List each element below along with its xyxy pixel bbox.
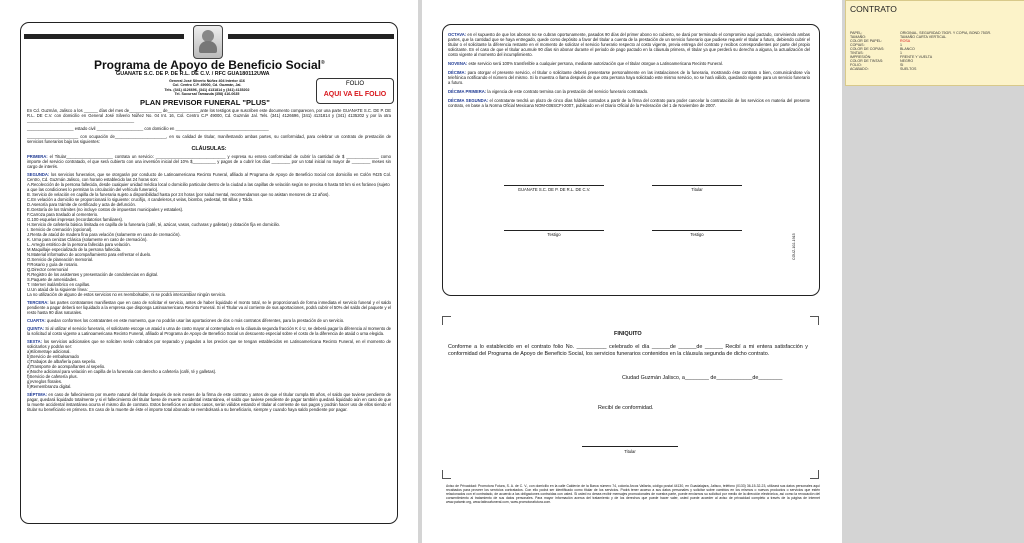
spec-row: PAPEL: ORIGINAL, SEGURIDAD 75GR. Y COPIA, BOND 75GR. [850,31,992,35]
spec-row: COPIAS: 1 [850,43,902,47]
finiquito-heading: FINIQUITO [614,331,642,337]
clause-primera: PRIMERA: el Titular____________________ contrata un servicio: ______________________________ y expresa su entera conformidad de cubrir la cantidad de $ ______________ como importe del servicio contratado, el que será cubierto con una inversión inicial del 10% $__________ y pagos de a cubrir los días ________ por un total inicial no mayor de ________ meses sin cargo de interés. [27,154,391,169]
folio-label: FOLIO [345,81,364,87]
folio-box [316,78,394,104]
clause-sexta: SEXTA: los servicios adicionales que se soliciten serán cobrados por separado y pagados a los precios que se tengan establecidos en Latinoamericana Recinto Funeral, en el momento de solicitarlos y podrán ser: [27,339,391,349]
list-item: N.Material informativo de acompañamiento para enfrentar el duelo. [27,252,152,257]
program-title: Programa de Apoyo de Beneficio Social® [94,58,325,72]
spec-panel-title: CONTRATO [850,4,897,14]
list-item: Q.Director ceremonial [27,267,68,272]
spec-row: COLOR DE PAPEL: ROSA [850,39,911,43]
clause-decima-segunda: DÉCIMA SEGUNDA: el contratante tendrá un plazo de cinco días hábiles contados a partir de la firma del contrato para poder cancelar la contratación de los servicios en materia del presente contrato, en base a la Norma Oficial Mexicana NOM-036SCFI-2007, publicado en el Diario Oficial de la Federación del 1 de Noviembre de 2007. [448,98,810,108]
intro-line-2: ____________________ estado civil ____________________ con domicilio en ________________________________________ [27,126,269,131]
header-bar-left [24,34,184,39]
finiquito-corner-bl [442,470,451,479]
clause-quinta: QUINTA: Si al utilizar el servicio funerario, el solicitante escoge un ataúd o urna de costo mayor al contemplado en la cláusula segunda fracción K ó U, se deberá pagar la diferencia al momento de la solicitud al costo vigente a Latinoamericana Recinto Funeral, afiliado al Programa de Apoyo de Beneficio Social un descuento especial sobre el costo de la diferencia de ataúd o urna elegida. [27,326,391,336]
signature-line-company [504,185,604,186]
clause-novena: NOVENA: este servicio será 100% transferible a cualquier persona, mediante autorización que el titular otorgue a Latinoamericana Recinto Funeral. [448,61,723,66]
list-item: C.En velación a domicilio se proporcionará lo siguiente: crucifijo, 4 candeleros,4 velas, biombo, pedestal, 50 sillas y Toldo. [27,197,254,202]
contract-body-back [448,32,810,108]
intro-line-3: ______________________ con ocupación de______________________, en su calidad de titular, manifestando ambas partes, su conformidad, para celebrar un contrato de prestación de servicios funerarios bajo las siguientes: [27,134,391,144]
spec-row: TINTAS: 1 [850,51,902,55]
clause-octava: OCTAVA: en el supuesto de que los abonos no se cubran oportunamente, pasados 90 días del primer abono no cubierto, se dará por terminado el compromiso aquí pactado, conviniendo ambas partes, que la cantidad que se haya entregado, quede como depósito a favor del titular a cuenta de la prestación de un servicio funerario que pudiese requerir el titular a futuro, debiendo cubrir el titular o el solicitante la diferencia restante en el momento de solicitar el servicio funerario respecto al costo vigente, previa entrega del contrato y recibos correspondientes por parte del propio solicitante. En el caso de que el titular acumule 90 días sin abonar durante el periodo de pago pactado en la cláusula primera, el titular ya que perderá su derecho a alguna, la actualización del costo vigente al momento del incumplimiento. [448,32,810,57]
list-item: c)Trabajos de albañería para sepelio. [27,359,97,364]
contract-page-front [0,0,418,543]
clause-decima-primera: DÉCIMA PRIMERA: la vigencia de este contrato termina con la prestación del servicio funerario contratado. [448,89,649,94]
plan-title: PLAN PREVISOR FUNERAL "PLUS" [140,98,270,107]
contract-body-front [27,108,391,412]
list-item: g)Arreglos florales. [27,379,63,384]
spec-row: COLOR DE COPIAS: BLANCO [850,47,915,51]
clause-septima: SÉPTIMA: en caso de fallecimiento por muerte natural del titular después de seis meses de la firma de este contrato y antes de que el titular cumpla 65 años, el saldo que tuviese pendiente de pagar, quedará liquidado totalmente y si el fallecimiento del titular fuese de muerte accidental instantánea, el saldo que tuviese pendiente de pagar también quedará liquidado aún en caso de que la muerte accidental instantánea ocurra el mismo día de contrato. Estos beneficios en ambos casos, serán válidos estando el titular al corriente de sus pagos y podrán hacer uso de ellos siendo el titular su beneficiario en primera. En caso de la muerte de éste el importe total abonado se reembolsará a su beneficiario, siempre y cuando haya saldo pendiente por pagar. [27,392,391,412]
signature-line-testigo-2 [652,230,742,231]
signature-company-label: GUANATE S.C. DE P. DE R.L. DE C.V. [517,187,591,192]
side-code: CGUZ-102-1915 [792,233,796,260]
list-item: d)Transporte de acompañantes al sepelio. [27,364,106,369]
list-item: La no utilización de alguno de estos servicios no es reembolsable, ni se podrá intercambiar ningún servicio. [27,292,227,297]
finiquito-corner-br [810,470,819,479]
finiquito-place: Ciudad Guzmán Jalisco, a________ de____________de________ [622,375,783,381]
spec-row: FOLIO: SI [850,63,904,67]
list-item: F.Carroza para traslado al cementerio. [27,212,99,217]
clause-cuarta: CUARTA: quedan conformes los contratantes en este momento, que no podrán usar las aportaciones de dos o más contratos diferentes, para la prestación de un servicio. [27,318,345,323]
spec-row: TAMAÑO: TAMAÑO CARTA VERTICAL [850,35,947,39]
list-item: J.Renta de ataúd de madera fina para velación (solamente en caso de cremación). [27,232,181,237]
sexta-items [27,349,391,389]
signature-line-titular [652,185,742,186]
clausulas-heading: CLÁUSULAS: [191,146,227,152]
list-item: I. Servicio de cremación (opcional). [27,227,93,232]
list-item: f)Servicio de cafetería plus. [27,374,78,379]
signature-titular-label: Titular [691,187,703,192]
spec-row: IMPRESIÓN: FRENTE Y VUELTA [850,55,933,59]
segunda-items [27,182,391,297]
folio-value: AQUI VA EL FOLIO [323,91,387,98]
list-item: G.100 esquelas impresas (recordatorios familiares). [27,217,124,222]
spec-row: COLOR DE TINTAS: NEGRO [850,59,914,63]
list-item: P.Rosario y guía de rosario. [27,262,79,267]
spec-row: ACABADO: SUELTOS [850,67,917,71]
finiquito-section [448,344,808,358]
company-line: GUANATE S.C. DE P. DE R.L. DE C.V. / RFC GUA180112UWA [116,71,270,77]
list-item: E.Gestoría de los trámites (no incluye costos de impuestos municipales y estatales). [27,207,184,212]
list-item: H.Servicio de cafetería básica limitada en capilla de la funeraria (café, té, azúcar, vasos, cucharas y galletas) y dotación fija en domicilio. [27,222,281,227]
signature-line-testigo-1 [504,230,604,231]
list-item: U.Un ataúd de la siguiente línea: ____________________________________________ [27,287,192,292]
finiquito-text: Conforme a lo establecido en el contrato folio No. __________ celebrado el día ______de ______de ______ Recibí a mi entera satisfacción y conformidad del Programa de Apoyo de Beneficio Social, los servicios funerarios contenidos en la cláusula segunda de dicho contrato. [448,344,808,357]
company-address: General José Silverio Núñez 404 Interior 416 Col. Centro C.P. 49000, Cd. Guzmán, Jal. Tels. (341) 4126696, (341) 4131814 y (341) 4135202 Tel. Sucursal Tamazula (358) 416-0635 [164,79,250,96]
list-item: D.Asesoría para trámite de certificado y acta de defunción. [27,202,136,207]
finiquito-corner-tl [442,316,451,325]
intro-paragraph: En Cd. Guzmán, Jalisco a los ______ días del mes de______________ de______________ante los testigos que suscriben este documento comparecen, por una parte GUANATE S.C. DE P. DE R.L. DE C.V. con domicilio en General José Silverio Núñez No. 04 Int. 16, Col. Centro C.P 49000, Cd. Guzmán Jal. Tels. (341) 4126696, (341) 4131814 y (341) 4135202 y por la otra ______________________________________________ [27,108,391,123]
list-item: L. Arreglo estético de la persona fallecida para velación. [27,242,131,247]
list-item: A.Recolección de la persona fallecida, desde cualquier unidad médica local o domicilio particular dentro de la ciudad a las capillas de velación según se precisa 6 hasta 50 km si es foráneo (sujeto a que las condiciones lo permitan la circulación del vehículo funerario). [27,182,390,192]
list-item: e)Noche adicional para velación en capilla de la funeraria con derecho a cafetería (café, té y galletas). [27,369,217,374]
finiquito-titular-label: Titular [624,449,636,454]
finiquito-signature-line [582,446,678,447]
list-item: h)Remembranza digital. [27,384,72,389]
list-item: R.Registro de los asistentes y presentación de condolencias en digital. [27,272,159,277]
list-item: b)Servicio de embalsamado [27,354,79,359]
list-item: O.Servicio de planeación memorial. [27,257,94,262]
header-bar-right [228,34,394,39]
logo-emblem [193,25,223,59]
clause-tercera: TERCERA: las partes contratantes manifiestan que en caso de solicitar el servicio, antes de haber liquidado el monto total, se le proporcionará de forma inmediata el servicio funeral y el saldo pendiente a pagar deberá ser liquidado a la empresa que disponga Latinoamericana Recinto Funeral. Si el Titular va al corriente de sus aportaciones, podrá cubrir el 50% del saldo del paquete y el resto hasta 90 días naturales. [27,300,391,315]
clause-decima: DÉCIMA: para otorgar el presente servicio, el titular o solicitante deberá presentarse personalmente en las instalaciones de la funeraria, mostrando éste contrato o bien, comunicándose vía telefónica notificando el número del mismo. Si lo muestra o llama después de que otra persona haya solicitado este mismo servicio, no se hará válido, quedando vigente para un servicio funerario a futuro. [448,70,810,85]
list-item: B. Servicio de velación en capilla de la funeraria sujeto a disponibilidad hasta por 24 horas (por salud mental, recomendamos que no asistan menores de 12 años). [27,192,330,197]
spec-panel [845,0,1024,86]
privacy-notice: Aviso de Privacidad: Promotora Futura, S. A. de C. V., con domicilio en la calle Calderón de la Barca número 74, colonia Arcos Vallarta, código postal 44130, en Guadalajara, Jalisco, teléfono (0133) 36-15-32-23, utilizará sus datos personales aquí recabados para proveer los servicios contratados. Con ello podrá ser identificado como titular de los servicios. Podrá tener acceso a sus datos personales y solicitar sobre cambios en los mismos o nuevos productos o servicios que estén relacionados con el contratado, de acuerdo a las obligaciones contraídas con usted. Si usted no desea recibir mensajes promocionales de nuestra parte, puede enviarnos su solicitud por medio de la dirección electrónica, así como la revocación del consentimiento al tratamiento de sus datos personales. Para mayor información acerca del tratamiento y de los derechos que puede hacer valer, usted puede acceder al aviso de privacidad completo a través de la página de internet www.patamir.org, www.latinoafuneral.com, www.promotorafutura.com. [446,484,820,505]
recibi-label: Recibí de conformidad. [598,405,654,411]
list-item: K. Urna para cenizas Clásica (solamente en caso de cremación). [27,237,148,242]
contract-page-back [422,0,842,543]
list-item: T. Internet inalámbrico en capillas. [27,282,91,287]
list-item: a)Kilometraje adicional. [27,349,71,354]
list-item: M.Maquillaje especializado de la persona fallecida. [27,247,122,252]
signature-testigo-1-label: Testigo [547,232,561,237]
list-item: S.Paquete de amenidades. [27,277,78,282]
finiquito-corner-tr [810,316,819,325]
clause-segunda: SEGUNDA: los servicios funerarios, que se otorgarán por conducto de Latinoamericana Recinto Funeral, afiliado al Programa de Apoyo de Beneficio Social con domicilio en Colón #425 Col. Centro, Cd. Guzmán Jalisco, con horario establecido las 24 horas son: [27,172,391,182]
signature-testigo-2-label: Testigo [690,232,704,237]
